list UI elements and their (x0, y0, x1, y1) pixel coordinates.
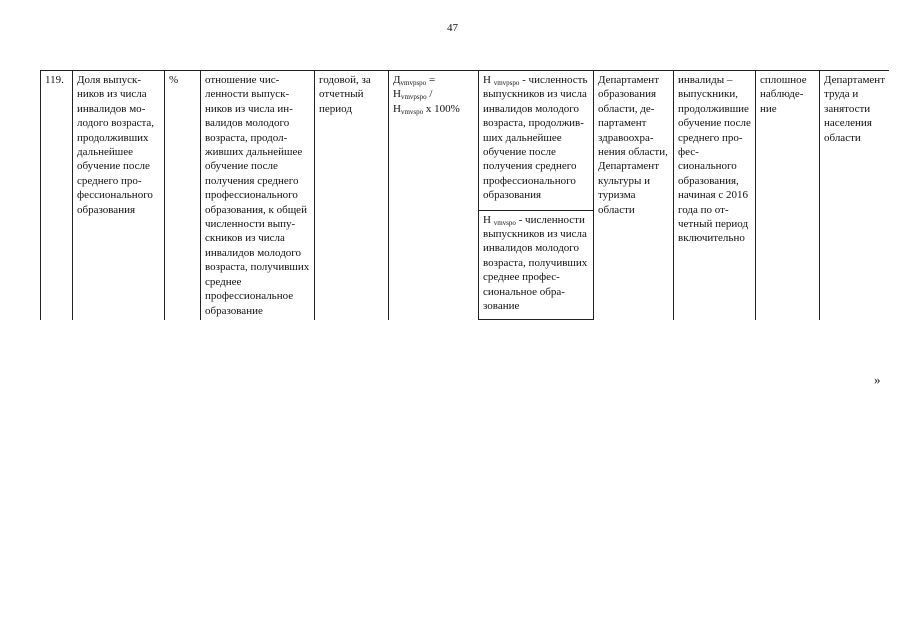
row-number: 119. (45, 74, 64, 86)
formula-equals: = (426, 74, 436, 86)
variable-1-sub: vmvpspo (493, 79, 520, 87)
responsible-data: Департамент образования области, департамент здравоохранения области, Департамент культуры и туризма области (598, 74, 668, 216)
variable-2-sub: vmvspo (493, 218, 516, 227)
variable-1-symbol: Н (483, 74, 494, 86)
indicator-name: Доля выпускников из числа инвалидов молодого возраста, продолживших дальнейшее обучение после среднего профессионального образования (77, 74, 155, 216)
formula-cell (389, 71, 479, 320)
formula-lhs-symbol: Д (393, 74, 401, 86)
formula-den-sub: vmvspo (400, 107, 424, 116)
closing-quote: » (874, 372, 881, 387)
variable-2-symbol: Н (483, 213, 494, 226)
responsible-calc-cell (820, 71, 889, 320)
unit-cell (165, 71, 201, 320)
indicator-table (40, 70, 889, 320)
responsible-data-cell (594, 71, 674, 320)
unit: % (169, 74, 179, 86)
method-cell (756, 71, 820, 320)
periodicity: годовой, за отчетный период (319, 74, 371, 115)
formula-denominator (393, 102, 475, 116)
formula-num-sub: vmvpspo (400, 93, 427, 102)
variable-2-cell (479, 210, 594, 320)
periodicity-cell (315, 71, 389, 320)
formula-divide: / (426, 88, 433, 101)
variable-1-text: - численность выпускников из числа инвалидов молодого возраста, продолживших дальнейшее обучение после получения среднего профессионального образования (483, 74, 588, 202)
row-number-cell (41, 71, 73, 320)
definition-cell (201, 71, 315, 320)
definition: отношение численности выпускников из числа инвалидов молодого возраста, продолживших дальнейшее обучение после получения среднего профессионального образования, к общей численности выпускников из числа инвалидов молодого возраста, получивших среднее профессиональное образование (205, 74, 310, 317)
formula-num-symbol: Н (393, 88, 401, 101)
scope-cell (674, 71, 756, 320)
formula-numerator (393, 87, 475, 101)
scope: инвалиды – выпускники, продолжившие обучение после среднего профессионального образования, начиная с 2016 года по отчетный период включительно (678, 74, 751, 245)
table-row (41, 71, 889, 211)
page-number: 47 (447, 22, 458, 34)
formula-times: х 100% (423, 102, 460, 115)
responsible-calc: Департамент труда и занятости населения области (824, 74, 886, 144)
formula-lhs-sub: vmvpspo (400, 79, 427, 87)
variable-2-text: - численности выпускников из числа инвалидов молодого возраста, получивших среднее профессиональное образование (483, 213, 588, 313)
indicator-name-cell (73, 71, 165, 320)
method: сплошное наблюдение (760, 74, 807, 115)
formula-den-symbol: Н (393, 102, 401, 115)
variable-1-cell (479, 71, 594, 211)
formula-lhs (393, 73, 475, 87)
